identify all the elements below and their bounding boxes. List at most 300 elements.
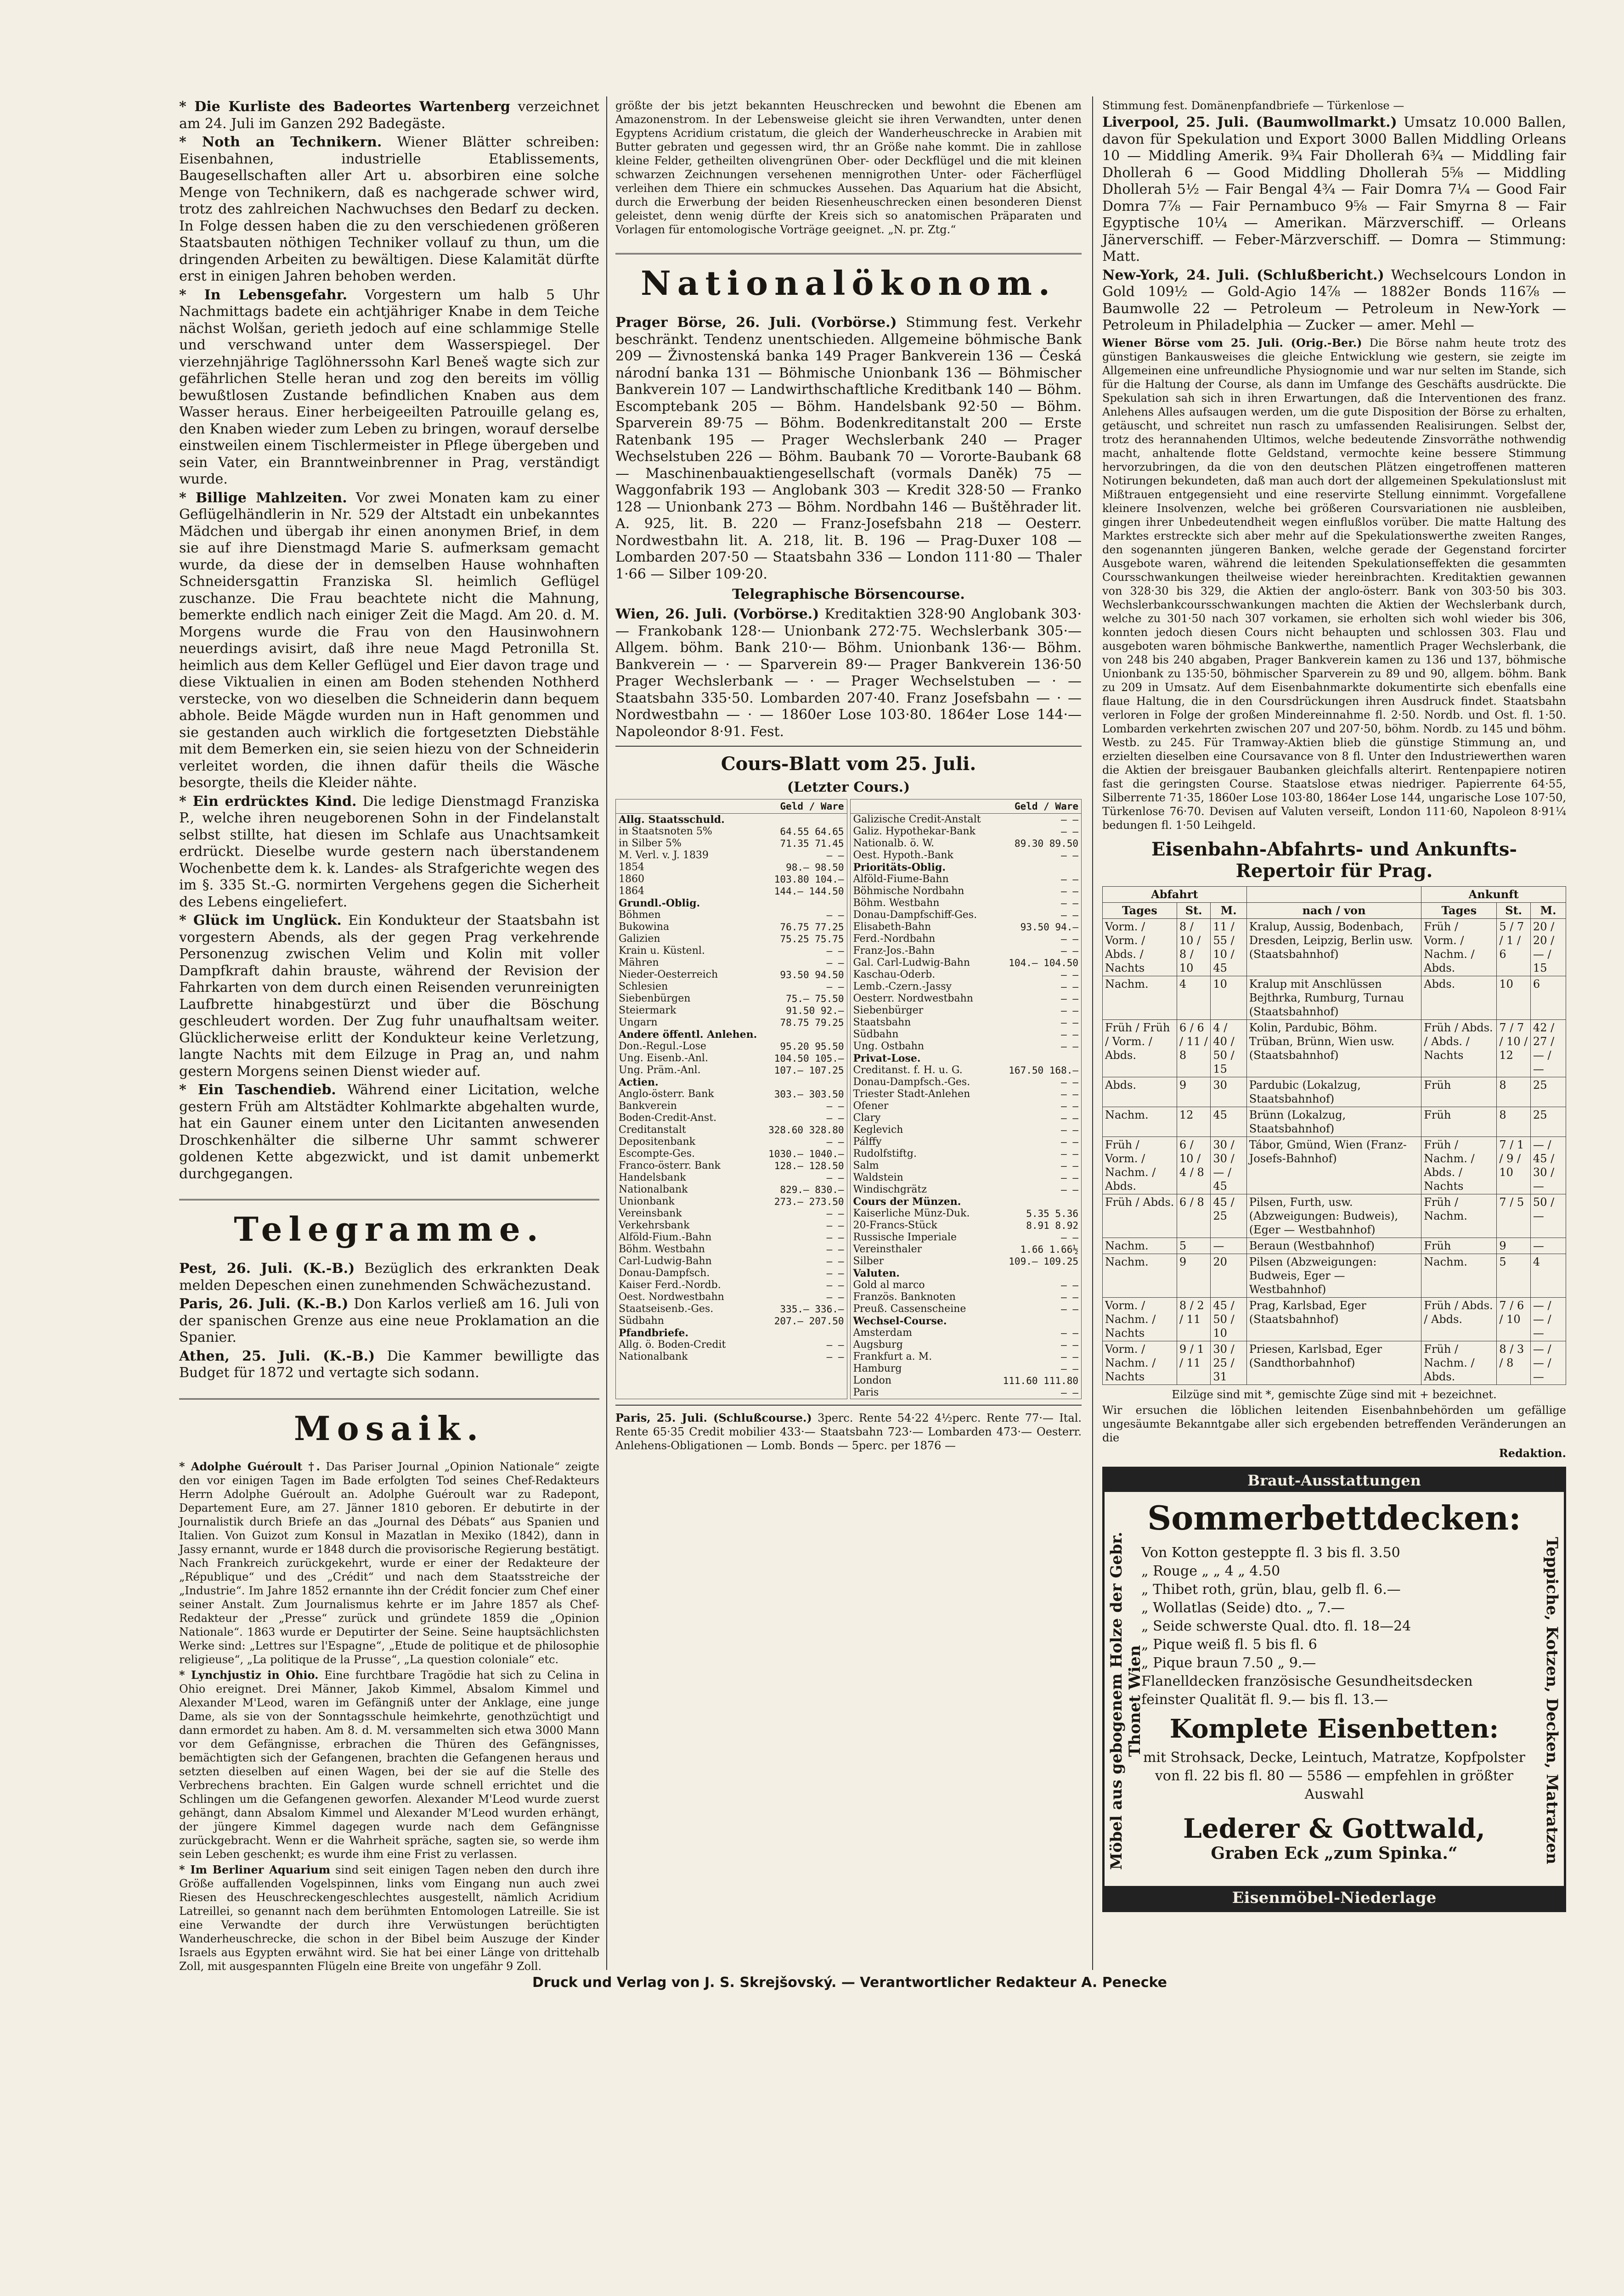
- article-lead: Paris, 26. Juli. (K.-B.): [179, 1296, 349, 1312]
- cours-row: [851, 957, 1082, 969]
- cours-security: 1860: [619, 873, 644, 885]
- cours-row: [851, 1184, 1082, 1196]
- cours-row: [851, 981, 1082, 993]
- timetable-cell-ah: 9 / 1 / 11: [1177, 1341, 1211, 1384]
- timetable-cell-at: Nachm.: [1103, 976, 1177, 1019]
- cours-row: [616, 1184, 847, 1196]
- cours-value: 829.— 830.—: [780, 1184, 844, 1195]
- cours-value: — —: [826, 1351, 844, 1362]
- cours-value: 1.66 1.66½: [1020, 1244, 1078, 1255]
- cours-security: Andere öffentl. Anlehen.: [619, 1029, 757, 1041]
- timetable-cell-kt: Nachm.: [1421, 1254, 1497, 1297]
- cours-security: Grundl.-Oblig.: [619, 897, 700, 909]
- cours-security: Donau-Dampfsch.-Ges.: [853, 1076, 970, 1088]
- cours-row: [851, 1351, 1082, 1363]
- timetable-cell-dest: Beraun (Westbahnhof): [1246, 1238, 1421, 1254]
- timetable-cell-am: 4 / 40 / 50 / 15: [1211, 1019, 1246, 1077]
- cours-row: [851, 1279, 1082, 1291]
- cours-value: — —: [826, 981, 844, 992]
- cours-security: Kaschau-Oderb.: [853, 969, 936, 980]
- article-paragraph: [179, 1863, 599, 1973]
- cours-security: Ferd.-Nordbahn: [853, 933, 936, 945]
- timetable-cell-km: 25: [1530, 1077, 1566, 1107]
- cours-row: [616, 1291, 847, 1303]
- cours-row: [851, 1387, 1082, 1399]
- ad-price-line: „ Pique braun 7.50 „ 9.—: [1141, 1654, 1316, 1671]
- cours-security: Franz-Jos.-Bahn: [853, 945, 935, 957]
- article-lead: * Glück im Unglück.: [179, 912, 342, 929]
- cours-security: Oest. Nordwestbahn: [619, 1291, 724, 1303]
- cours-security: Handelsbank: [619, 1172, 686, 1183]
- cours-row: [851, 909, 1082, 921]
- timetable-cell-kt: Früh: [1421, 1238, 1497, 1254]
- article-lead: * Ein Taschendieb.: [179, 1082, 336, 1098]
- timetable-cell-km: — / — / —: [1530, 1297, 1566, 1341]
- cours-row: [616, 1136, 847, 1148]
- cours-value: — —: [826, 1339, 844, 1351]
- ad-title: Sommerbettdecken:: [1147, 1498, 1521, 1537]
- cours-row: [616, 861, 847, 873]
- article-text: Vorgestern um halb 5 Uhr Nachmittags badete ein achtjähriger Knabe in dem Teiche nächst Wolšan, gerieth jedoch auf eine schlammige Stelle und verschwand unter dem Wasserspiegel. Der vierzehnjährige Taglöhnerssohn Karl Beneš wagte sich zur gefährlichen Stelle heran und zog den bereits im völlig bewußtlosen Zustande befindlichen Knaben aus dem Wasser heraus. Einer herbeigeeilten Patrouille gelang es, den Knaben wieder zum Leben zu bringen, worauf derselbe einstweilen einem Tischlermeister in Pflege übergeben und sein Vater, ein Branntweinbrenner in Prag, verständigt wurde.: [179, 287, 599, 487]
- cours-row: [851, 1124, 1082, 1136]
- timetable-cell-am: 45: [1211, 1107, 1246, 1137]
- timetable-cell-dest: Pardubic (Lokalzug, Staatsbahnhof): [1246, 1077, 1421, 1107]
- article-paragraph: [179, 1261, 599, 1294]
- cours-security: Anglo-österr. Bank: [619, 1088, 714, 1100]
- cours-security: Creditanstalt: [619, 1124, 686, 1136]
- cours-value: — —: [1061, 1041, 1078, 1052]
- col-tages: Tages: [1421, 902, 1497, 918]
- cours-row: [616, 909, 847, 921]
- cours-row: [616, 1088, 847, 1100]
- article-paragraph: [179, 490, 599, 792]
- cours-row: [851, 873, 1082, 885]
- cours-security: Waldstein: [853, 1172, 903, 1183]
- timetable-cell-kt: Früh / Vorm. / Nachm. / Abds.: [1421, 918, 1497, 976]
- cours-row: [616, 1303, 847, 1315]
- column-rule-1: [606, 96, 607, 1970]
- timetable-row: [1103, 918, 1566, 976]
- col-von: von: [1344, 903, 1366, 917]
- timetable-row: [1103, 976, 1566, 1019]
- cours-value: — —: [1061, 1184, 1078, 1195]
- cours-row: [616, 1172, 847, 1184]
- liverpool-text: Umsatz 10.000 Ballen, davon für Spekulation und Export 3000 Ballen Middling Orleans 10 — Middling Amerik. 9¾ Fair Dhollerah 6¾ — Middling fair Dhollerah 6 — Good Middling Dhollerah 5⅝ — Middling Dhollerah 5½ — Fair Bengal 4¾ — Fair Domra 7¼ — Good Fair Domra 7⅞ — Fair Pernambuco 9⅝ — Fair Smyrna 8 — Fair Egyptische 10¼ — Amerikan. Märzverschiff. — Orleans Jänerverschiff. — Feber-Märzverschiff. — Domra — Stimmung: Matt.: [1102, 114, 1566, 264]
- cours-value: — —: [826, 945, 844, 957]
- cours-security: 20-Francs-Stück: [853, 1220, 937, 1231]
- cours-security: in Silber 5%: [619, 838, 682, 849]
- cours-row: [616, 1279, 847, 1291]
- cours-row: [616, 814, 847, 826]
- cours-row: [851, 1196, 1082, 1208]
- cours-row: [851, 1208, 1082, 1220]
- col-ankunft: Ankunft: [1421, 886, 1566, 902]
- cours-value: 75.— 75.50: [786, 993, 844, 1004]
- cours-security: Gal. Carl-Ludwig-Bahn: [853, 957, 970, 968]
- cours-row: [616, 826, 847, 838]
- timetable-cell-km: 42 / 27 / — / —: [1530, 1019, 1566, 1077]
- cours-security: Nationalb. ö. W.: [853, 838, 934, 849]
- cours-value: — —: [1061, 874, 1078, 885]
- ad-eisenbetten: Komplete Eisenbetten:: [1169, 1713, 1499, 1744]
- cours-value: — —: [1061, 886, 1078, 897]
- cours-security: Kaiserliche Münz-Duk.: [853, 1208, 970, 1219]
- cours-row: [851, 1100, 1082, 1112]
- article-lead: Pest, 26. Juli. (K.-B.): [179, 1261, 355, 1277]
- cours-security: Oest. Hypoth.-Bank: [853, 850, 953, 861]
- cours-value: 107.— 107.25: [774, 1065, 844, 1076]
- timetable-cell-am: 10: [1211, 976, 1246, 1019]
- cours-row: [851, 1375, 1082, 1387]
- cours-security: Böhmen: [619, 909, 661, 921]
- cours-value: — —: [1061, 1232, 1078, 1243]
- ad-eisenbetten-text: mit Strohsack, Decke, Leintuch, Matratze, Kopfpolster von fl. 22 bis fl. 80 — 5586 — empfehlen in größter Auswahl: [1143, 1749, 1526, 1802]
- timetable-cell-at: Früh / Früh / Vorm. / Abds.: [1103, 1019, 1177, 1077]
- cours-value: 76.75 77.25: [780, 922, 844, 933]
- cours-value: — —: [826, 1101, 844, 1112]
- cours-security: Ung. Eisenb.-Anl.: [619, 1052, 708, 1064]
- cours-security: Böhm. Westbahn: [853, 897, 940, 909]
- timetable-cell-ah: 8 / 10 / 8 / 10: [1177, 918, 1211, 976]
- cours-value: — —: [1061, 1351, 1078, 1362]
- column-economy: [615, 99, 1082, 1454]
- cours-security: Vereinsbank: [619, 1208, 682, 1219]
- ad-price-line: „ Rouge „ „ 4 „ 4.50: [1141, 1563, 1280, 1579]
- timetable-cell-kh: 8: [1497, 1077, 1531, 1107]
- article-text: Das Pariser Journal „Opinion Nationale“ zeigte den vor einigen Tagen im Bade erfolgten Tod seines Chef-Redakteurs Herrn Adolphe Guéroult an. Adolphe Guéroult war zu Radepont, Departement Eure, am 27. Jänner 1810 geboren. Er debutirte in der Journalistik durch Briefe an das „Journal des Débats“ aus Spanien und Italien. Von Guizot zum Konsul in Mazatlan in Mexiko (1842), dann in Jassy ernannt, wurde er 1848 durch die provisorische Regierung bestätigt. Nach Frankreich zurückgekehrt, wurde er einer der Redakteure der „République“ und des „Crédit“ und nach dem Staatsstreiche der „Industrie“. Im Jahre 1852 ernannte ihn der Crédit foncier zum Chef einer seiner Anstalt. Zum Journalismus kehrte er im Jahre 1857 als Chef-Redakteur der „Presse“ zurück und gründete 1859 die „Opinion Nationale“. 1863 wurde er Deputirter der Seine. Seine hauptsächlichsten Werke sind: „Lettres sur l'Espagne“, „Etude de politique et de philosophie religieuse“, „La politique de la Prusse“, „La question coloniale“ etc.: [179, 1460, 599, 1666]
- cours-row: [851, 1136, 1082, 1148]
- column-local-news: [179, 99, 599, 1975]
- cours-row: [616, 1052, 847, 1064]
- cours-value: — —: [1061, 1160, 1078, 1171]
- cours-security: Ung. Ostbahn: [853, 1041, 924, 1052]
- cours-value: 104.— 104.50: [1009, 957, 1078, 968]
- timetable-cell-am: —: [1211, 1238, 1246, 1254]
- cours-value: — —: [1061, 1029, 1078, 1040]
- timetable-cell-am: 30 / 25 / 31: [1211, 1341, 1246, 1384]
- article-text: verzeichnet am 24. Juli im Ganzen 292 Badegäste.: [179, 99, 599, 132]
- timetable-cell-dest: Kralup mit Anschlüssen Bejthrka, Rumburg, Turnau (Staatsbahnhof): [1246, 976, 1421, 1019]
- cours-row: [851, 1112, 1082, 1124]
- cours-row: [851, 1172, 1082, 1184]
- cours-value: — —: [1061, 910, 1078, 921]
- timetable-cell-ah: 9: [1177, 1254, 1211, 1297]
- timetable-cell-at: Früh / Vorm. / Nachm. / Abds.: [1103, 1137, 1177, 1194]
- cours-security: Donau-Dampfsch.: [619, 1267, 710, 1279]
- cours-value: — —: [1061, 945, 1078, 957]
- cours-security: Mähren: [619, 957, 659, 968]
- timetable-cell-dest: Tábor, Gmünd, Wien (Franz-Josefs-Bahnhof): [1246, 1137, 1421, 1194]
- article-lead: * Im Berliner Aquarium: [179, 1863, 331, 1876]
- cours-value: 64.55 64.65: [780, 826, 844, 837]
- prager-boerse: [615, 315, 1082, 583]
- cours-row: [851, 1076, 1082, 1088]
- cours-value: 111.60 111.80: [1003, 1375, 1078, 1386]
- cours-value: — —: [826, 910, 844, 921]
- cours-value: 109.— 109.25: [1009, 1256, 1078, 1267]
- cours-row: [616, 1112, 847, 1124]
- timetable-cell-kt: Früh / Abds. / Abds. / Nachts: [1421, 1019, 1497, 1077]
- ad-price-line: Flanelldecken französische Gesundheitsdecken feinster Qualität fl. 9.— bis fl. 13.—: [1141, 1673, 1473, 1708]
- timetable-cell-kh: 9: [1497, 1238, 1531, 1254]
- timetable-row: [1103, 1297, 1566, 1341]
- timetable-cell-kt: Früh / Abds. / Abds.: [1421, 1297, 1497, 1341]
- cours-value: — —: [1061, 1280, 1078, 1291]
- timetable-cell-kt: Früh / Nachm. / Abds.: [1421, 1341, 1497, 1384]
- timetable-cell-am: 20: [1211, 1254, 1246, 1297]
- timetable-row: [1103, 1107, 1566, 1137]
- cours-value: 328.60 328.80: [768, 1125, 844, 1136]
- cours-security: Preuß. Cassenscheine: [853, 1303, 966, 1315]
- timetable-cell-dest: Kolin, Pardubic, Böhm. Trüban, Brünn, Wien usw. (Staatsbahnhof): [1246, 1019, 1421, 1077]
- cours-security: 1854: [619, 861, 644, 873]
- cours-blatt-subheading: (Letzter Cours.): [787, 779, 910, 795]
- timetable-row: [1103, 1341, 1566, 1384]
- timetable-row: [1103, 1194, 1566, 1238]
- timetable-cell-km: 50 / —: [1530, 1194, 1566, 1238]
- paris-course-lead: Paris, 25. Juli. (Schlußcourse.): [615, 1411, 812, 1424]
- cours-value: — —: [1061, 1101, 1078, 1112]
- paris-course: [615, 1411, 1082, 1452]
- cours-row: [851, 945, 1082, 957]
- cours-value: — —: [826, 1172, 844, 1183]
- cours-row: [616, 897, 847, 909]
- col-nach: nach: [1302, 903, 1332, 917]
- timetable-cell-kh: 7 / 5: [1497, 1194, 1531, 1238]
- cours-row: [851, 1232, 1082, 1244]
- cours-row: [851, 1363, 1082, 1375]
- cours-security: Boden-Credit-Anst.: [619, 1112, 717, 1124]
- cours-row: [616, 1160, 847, 1172]
- cours-value: 1030.— 1040.—: [768, 1148, 844, 1159]
- cours-row: [616, 1351, 847, 1363]
- cours-security: Cours der Münzen.: [853, 1196, 961, 1208]
- timetable-cell-dest: Pilsen (Abzweigungen: Budweis, Eger — Westbahnhof): [1246, 1254, 1421, 1297]
- timetable-cell-dest: Pilsen, Furth, usw. (Abzweigungen: Budweis), (Eger — Westbahnhof): [1246, 1194, 1421, 1238]
- timetable-cell-kh: 8 / 3 / 8: [1497, 1341, 1531, 1384]
- cours-value: 103.80 104.—: [774, 874, 844, 885]
- cours-value: — —: [826, 850, 844, 861]
- ad-price-line: „ Pique weiß fl. 5 bis fl. 6: [1141, 1636, 1317, 1653]
- cours-row: [851, 933, 1082, 945]
- cours-value: — —: [826, 957, 844, 968]
- cours-value: — —: [1061, 1339, 1078, 1351]
- article-text: Die ledige Dienstmagd Franziska P., welche ihren neugeborenen Sohn in der Findelanstalt selbst stillte, hat diesen im Schlafe aus Unachtsamkeit erdrückt. Dieselbe wurde gestern nach überstandenem Wochenbette dem k. k. Landes- als Strafgerichte wegen des im §. 335 St.-G. normirten Vergehens gegen die Sicherheit des Lebens eingeliefert.: [179, 793, 599, 910]
- cours-value: 89.30 89.50: [1014, 838, 1078, 849]
- timetable-cell-ah: 6 / 10 / 4 / 8: [1177, 1137, 1211, 1194]
- cours-row: [851, 1244, 1082, 1255]
- cours-security: Lemb.-Czern.-Jassy: [853, 981, 952, 992]
- cours-value: 95.20 95.50: [780, 1041, 844, 1052]
- ad-firm-name: Lederer & Gottwald,: [1183, 1812, 1485, 1844]
- cours-row: [851, 921, 1082, 933]
- timetable-cell-ah: 6 / 6 / 11 / 8: [1177, 1019, 1211, 1077]
- cours-row: [616, 1255, 847, 1267]
- cours-value: — —: [1061, 1089, 1078, 1100]
- cours-col-ware: Ware: [820, 801, 844, 812]
- timetable-cell-at: Nachm.: [1103, 1107, 1177, 1137]
- newyork-text: Wechselcours London in Gold 109½ — Gold-Agio 14⅞ — 1882er Bonds 116⅞ — Baumwolle 22 — Petroleum — Petroleum in New-York — Petroleum in Philadelphia — Zucker — amer. Mehl —: [1102, 267, 1566, 333]
- article-text: sind seit einigen Tagen neben den durch ihre Größe auffallenden Vogelspinnen, links vom Eingang nun auch zwei Riesen des Heuschreckengeschlechtes ausgestellt, nämlich Acridium Latreillei, so genannt nach dem berühmten Entomologen Latreille. Sie ist eine Verwandte der durch ihre Verwüstungen berüchtigten Wanderheuschrecke, die schon in der Bibel beim Auszuge der Kinder Israels aus Egypten erwähnt wird. Sie hat bei einer Länge von drittehalb Zoll, mit ausgespannten Flügeln eine Breite von ungefähr 9 Zoll.: [179, 1863, 599, 1973]
- timetable-cell-dest: Kralup, Aussig, Bodenbach, Dresden, Leipzig, Berlin usw. (Staatsbahnhof): [1246, 918, 1421, 976]
- timetable-cell-am: 11 / 55 / 10 / 45: [1211, 918, 1246, 976]
- cours-security: Siebenbürger: [853, 1005, 924, 1016]
- wiener-boerse-lead: Wiener Börse vom 25. Juli. (Orig.-Ber.): [1102, 336, 1362, 349]
- cours-value: — —: [1061, 1148, 1078, 1159]
- timetable-cell-am: 45 / 25: [1211, 1194, 1246, 1238]
- article-lead: * Adolphe Guéroult †.: [179, 1459, 321, 1473]
- local-news-list: [179, 99, 599, 1182]
- divider: [615, 746, 1082, 747]
- cours-security: Amsterdam: [853, 1327, 912, 1339]
- cours-row: [616, 1100, 847, 1112]
- cours-value: — —: [1061, 826, 1078, 837]
- article-lead: * Billige Mahlzeiten.: [179, 490, 347, 506]
- cours-value: 78.75 79.25: [780, 1017, 844, 1028]
- cours-security: Gold al marco: [853, 1279, 925, 1291]
- timetable-cell-kt: Früh / Nachm.: [1421, 1194, 1497, 1238]
- col-tages: Tages: [1103, 902, 1177, 918]
- imprint-footer: Druck und Verlag von J. S. Skrejšovský. — Verantwortlicher Redakteur A. Penecke: [532, 1975, 1167, 1991]
- ad-price-line: Von Kotton gesteppte fl. 3 bis fl. 3.50: [1141, 1544, 1400, 1561]
- divider: [615, 1405, 1082, 1406]
- cours-security: Nationalbank: [619, 1351, 688, 1362]
- cours-row: [616, 957, 847, 969]
- article-text: Ein Kondukteur der Staatsbahn ist vorgestern Abends, als der gegen Prag verkehrende Personenzug zwischen Velim und Kolin mit voller Dampfkraft dahin brauste, während der Revision der Fahrkarten von dem durch einen Reisenden verunreinigten Laufbrette hinabgestürzt und über die Böschung geschleudert worden. Der Zug fuhr unaufhaltsam weiter. Glücklicherweise erlitt der Kondukteur keine Verletzung, langte Nachts mit dem Eilzuge in Prag an, und nahm gestern Morgens seinen Dienst wieder auf.: [179, 912, 599, 1080]
- cours-row: [851, 1220, 1082, 1232]
- timetable-cell-km: 20 / 20 / — / 15: [1530, 918, 1566, 976]
- cours-security: Don.-Regul.-Lose: [619, 1041, 706, 1052]
- cours-security: Böhmische Nordbahn: [853, 885, 964, 897]
- top-note: Stimmung fest. Domänenpfandbriefe — Türkenlose —: [1102, 99, 1404, 112]
- cours-row: [851, 993, 1082, 1005]
- cours-row: [616, 933, 847, 945]
- cours-value: — —: [1061, 981, 1078, 992]
- cours-security: Elisabeth-Bahn: [853, 921, 931, 933]
- cours-value: 98.— 98.50: [786, 862, 844, 873]
- cours-row: [616, 1017, 847, 1029]
- mosaik-list: [179, 1460, 599, 1973]
- paris-course-text: 3perc. Rente 54·22 4½perc. Rente 77·— Ital. Rente 65·35 Credit mobilier 433·— Staatsbahn 723·— Lombarden 473·— Oesterr. Anlehens-Obligationen — Lomb. Bonds — 5perc. per 1876 —: [615, 1412, 1082, 1452]
- cours-security: Südbahn: [853, 1029, 899, 1040]
- timetable-cell-dest: Prag, Karlsbad, Eger (Staatsbahnhof): [1246, 1297, 1421, 1341]
- cours-security: Ung. Präm.-Anl.: [619, 1064, 701, 1076]
- article-text: Bezüglich des erkrankten Deak melden Depeschen einen zunehmenden Schwächezustand.: [179, 1261, 599, 1294]
- cours-row: [616, 945, 847, 957]
- cours-security: Keglevich: [853, 1124, 903, 1136]
- newyork-lead: New-York, 24. Juli. (Schlußbericht.): [1102, 267, 1384, 283]
- cours-security: Russische Imperiale: [853, 1232, 957, 1243]
- cours-value: 93.50 94.50: [780, 969, 844, 980]
- cours-row: [851, 1064, 1082, 1076]
- article-paragraph: [179, 134, 599, 285]
- timetable-cell-at: Nachm.: [1103, 1254, 1177, 1297]
- cours-value: — —: [1061, 850, 1078, 861]
- cours-value: — —: [826, 1268, 844, 1279]
- wiener-boerse-text: Die Börse nahm heute trotz des günstigen Bankausweises die gleiche Entwicklung wie gestern, sie zeigte im Allgemeinen eine unfreundliche Physiognomie und war nur selten im Stande, sich für die Haltung der Course, als dann im Umfange des Geschäfts ausdrückte. Die Spekulation sah sich in ihren Erwartungen, daß die Interventionen des franz. Anlehens Alles aufsaugen werden, um die gute Disposition der Börse zu erhalten, getäuscht, und schreitet nun rasch zu umfassenden Realisirungen. Selbst der, trotz des herannahenden Ultimos, welche bedeutende Zinsvorräthe nothwendig macht, anhaltende flotte Geldstand, vermochte keine bessere Stimmung hervorzubringen, da die von den deutschen Plätzen eingetroffenen matteren Notirungen bekundeten, daß man auch dort der allgemeinen Spekulationslust mit Mißtrauen entgegensieht und eine reservirte Stellung einnimmt. Vorgefallene kleinere Insolvenzen, welche bei größeren Coursvariationen nie ausbleiben, gingen ihrer Unbedeutendheit wegen einflußlos vorüber. Die matte Haltung des Marktes erstreckte sich aber mehr auf die Spekulationswerthe zweiten Ranges, den sogenannten jüngeren Banken, welche gerade der Gegenstand forcirter Ausgebote waren, während die leitenden Spekulationseffekten die gesammten Coursschwankungen theilweise wieder hereinbrachten. Kreditaktien gewannen von 328·30 bis 329, die Aktien der anglo-österr. Bank von 303·50 bis 303. Wechslerbankcoursschwankungen machten die Aktien der Wechslerbank durch, welche zu 301·50 nach 307 vorkamen, sie erholten sich wohl wieder bis 306, konnten jedoch diesen Cours nicht behaupten und schlossen 303. Flau und ausgeboten waren böhmische Bankwerthe, namentlich Prager Wechslerbank, die von 248 bis 240 abgaben, Prager Bankverein kamen zu 136 und 137, böhmische Unionbank zu 135·50, böhmischer Sparverein zu 89 und 90, allgem. böhm. Bank zu 209 in Umsatz. Auf dem Eisenbahnmarkte dokumentirte sich ebenfalls eine flaue Haltung, die in den Coursdrückungen ihren Ausdruck findet. Staatsbahn verloren in Folge der großen Mindereinnahme fl. 2·50. Nordb. und Ost. fl. 1·50. Lombarden verkehrten zwischen 207 und 207·50, böhm. Nordb. zu 145 und böhm. Westb. zu 245. Für Tramway-Aktien blieb die günstige Stimmung an, und erzielten dieselben eine Coursavance von 8 fl. Unter den Industriewerthen waren die Aktien der breisgauer Baubanken gleichfalls alterirt. Rentenpapiere notiren fast die geringsten Course. Staatslose etwas niedriger. Papierrente 64·55, Silberrente 71·35, 1860er Lose 103·80, 1864er Lose 144, ungarische Lose 107·50, Türkenlose 76·70. Devisen auf Valuten verseift, London 111·60, Napoleon 8·91¼ bedungen fl. 1·50 Leihgeld.: [1102, 336, 1566, 832]
- article-paragraph: [179, 1460, 599, 1666]
- cours-security: Bankverein: [619, 1100, 677, 1112]
- cours-row: [851, 814, 1082, 826]
- col-st: St.: [1497, 902, 1531, 918]
- cours-row: [851, 1303, 1082, 1315]
- ad-price-line: „ Seide schwerste Qual. dto. fl. 18—24: [1141, 1618, 1411, 1634]
- cours-security: Galizien: [619, 933, 660, 945]
- cours-security: Wechsel-Course.: [853, 1315, 947, 1327]
- repertoir-heading: Eisenbahn-Abfahrts- und Ankunfts-Repertoir für Prag.: [1151, 838, 1517, 882]
- timetable-cell-kh: 8: [1497, 1107, 1531, 1137]
- timetable-cell-am: 45 / 50 / 10: [1211, 1297, 1246, 1341]
- cours-value: — —: [1061, 969, 1078, 980]
- cours-row: [616, 1315, 847, 1327]
- cours-value: — —: [826, 1292, 844, 1303]
- cours-security: Staatsbahn: [853, 1017, 911, 1028]
- cours-value: — —: [1061, 1387, 1078, 1398]
- cours-row: [851, 1005, 1082, 1017]
- column-rule-2: [1092, 96, 1093, 1970]
- timetable-cell-dest: Brünn (Lokalzug, Staatsbahnhof): [1246, 1107, 1421, 1137]
- timetable-row: [1103, 1254, 1566, 1297]
- cours-value: 128.— 128.50: [774, 1160, 844, 1171]
- article-lead: * Die Kurliste des Badeortes Wartenberg: [179, 99, 510, 115]
- cours-security: Allg. ö. Boden-Credit: [619, 1339, 726, 1351]
- cours-security: Valuten.: [853, 1267, 900, 1279]
- cours-row: [616, 1124, 847, 1136]
- cours-value: — —: [1061, 1017, 1078, 1028]
- mosaik-heading: Mosaik.: [179, 1398, 599, 1448]
- timetable-cell-kt: Früh / Nachm. / Abds. / Nachts: [1421, 1137, 1497, 1194]
- cours-row: [616, 1041, 847, 1052]
- railway-timetable: Abfahrt Ankunft Tages St. M. nach / von Tages St. M. Vorm. / Vorm. / Abds. / Nachts 8 / 10 / 8 / 10 11 / 55 / 10 / 45 Kralup, Aussig, Bodenbach, Dresden, Leipzig, Berlin usw. (Staatsbahnhof) Früh / Vorm. / Nachm. / Abds. 5 / 7 / 1 / 6 20 / 20 / — / 15 Nachm. 4 10 Kralup mit Anschlüssen Bejthrka, Rumburg, Turnau (Staatsbahnhof) Abds. 10 6 Früh / Früh / Vorm. / Abds. 6 / 6 / 11 / 8 4 / 40 / 50 / 15 Kolin, Pardubic, Böhm. Trüban, Brünn, Wien usw. (Staatsbahnhof) Früh / Abds. / Abds. / Nachts 7 / 7 / 10 / 12 42 / 27 / — / — Abds. 9 30 Pardubic (Lokalzug, Staatsbahnhof) Früh 8 25 Nachm. 12 45 Brünn (Lokalzug, Staatsbahnhof) Früh 8 25 Früh / Vorm. / Nachm. / Abds. 6 / 10 / 4 / 8 30 / 30 / — / 45 Tábor, Gmünd, Wien (Franz-Josefs-Bahnhof) Früh / Nachm. / Abds. / Nachts 7 / 1 / 9 / 10 — / 45 / 30 / — Früh / Abds. 6 / 8 45 / 25 Pilsen, Furth, usw. (Abzweigungen: Budweis), (Eger — Westbahnhof) Früh / Nachm. 7 / 5 50 / — Nachm. 5 — Beraun (Westbahnhof) Früh 9 — Nachm. 9 20 Pilsen (Abzweigungen: Budweis, Eger — Westbahnhof) Nachm. 5 4 Vorm. / Nachm. / Nachts 8 / 2 / 11 45 / 50 / 10 Prag, Karlsbad, Eger (Staatsbahnhof) Früh / Abds. / Abds. 7 / 6 / 10 — / — / — Vorm. / Nachm. / Nachts 9 / 1 / 11 30 / 25 / 31 Priesen, Karlsbad, Eger (Sandthorbahnhof) Früh / Nachm. / Abds. 8 / 3 / 8 — / — / —: [1102, 886, 1566, 1385]
- cours-value: 104.50 105.—: [774, 1053, 844, 1064]
- cours-table-right: Geld / Ware Galizische Credit-Anstalt — — Galiz. Hypothekar-Bank — — Nationalb. ö. W. 89.30 89.50 Oest. Hypoth.-Bank — — Prioritäts-Oblig. Alföld-Fiume-Bahn — — Böhmische Nordbahn — — Böhm. Westbahn — — Donau-Dampfschiff-Ges. — — Elisabeth-Bahn 93.50 94.— Ferd.-Nordbahn — — Franz-Jos.-Bahn — — Gal. Carl-Ludwig-Bahn 104.— 104.50 Kaschau-Oderb. — — Lemb.-Czern.-Jassy — — Oesterr. Nordwestbahn — — Siebenbürger — — Staatsbahn — — Südbahn — — Ung. Ostbahn — — Privat-Lose. Creditanst. f. H. u. G. 167.50 168.— Donau-Dampfsch.-Ges. — — Triester Stadt-Anlehen — — Ofener — — Clary — — Keglevich — — Pálffy — — Rudolfstiftg. — — Salm — — Waldstein — — Windischgrätz — — Cours der Münzen. Kaiserliche Münz-Duk. 5.35 5.36 20-Francs-Stück 8.91 8.92 Russische Imperiale — — Vereinsthaler 1.66 1.66½ Silber 109.— 109.25 Valuten. Gold al marco — — Französ. Banknoten — — Preuß. Cassenscheine — — Wechsel-Course. Amsterdam — — Augsburg — — Frankfurt a. M. — — Hamburg — — London 111.60 111.80 Paris — —: [850, 799, 1082, 1399]
- aquarium-continuation: größte der bis jetzt bekannten Heuschrecken und bewohnt die Ebenen am Amazonenstrom. In der Lebensweise gleicht sie ihren Verwandten, unter denen Egyptens Acridium cristatum, die gleich der Wanderheuschrecke in Arabien mit Butter gebraten und gegessen wird, thr an Größe nahe kommt. Die in zahllose kleine Felder, getheilten olivengrünen Ober- oder Deckflügel und die mit kleinen schwarzen Zeichnungen versehenen mennigrothen Unter- oder Fächerflügel verleihen dem Thiere ein schmuckes Aussehen. Das Aquarium hat die Absicht, durch die Erwerbung der beiden Riesenheuschrecken einen besonderen Dienst geleistet, denn wenig dürfte der Kreis sich so anatomischen Präparaten und Vorlagen für entomologische Vorträge geeignet. „N. pr. Ztg.“: [615, 99, 1082, 236]
- cours-value: 167.50 168.—: [1009, 1065, 1078, 1076]
- cours-security: Augsburg: [853, 1339, 903, 1351]
- cours-row: [851, 885, 1082, 897]
- cours-security: Depositenbank: [619, 1136, 696, 1148]
- cours-row: [616, 1208, 847, 1220]
- article-lead: * Lynchjustiz in Ohio.: [179, 1668, 319, 1682]
- timetable-cell-ah: 4: [1177, 976, 1211, 1019]
- timetable-cell-ah: 12: [1177, 1107, 1211, 1137]
- cours-row: [616, 1327, 847, 1339]
- timetable-cell-at: Vorm. / Nachm. / Nachts: [1103, 1341, 1177, 1384]
- timetable-cell-km: — / — / —: [1530, 1341, 1566, 1384]
- column-markets: [1102, 99, 1566, 1912]
- cours-value: — —: [826, 1113, 844, 1124]
- cours-value: 144.— 144.50: [774, 886, 844, 897]
- timetable-cell-ah: 9: [1177, 1077, 1211, 1107]
- cours-security: Privat-Lose.: [853, 1052, 921, 1064]
- cours-row: [851, 1255, 1082, 1267]
- cours-row: [851, 838, 1082, 850]
- cours-value: — —: [1061, 1113, 1078, 1124]
- cours-row: [851, 1339, 1082, 1351]
- cours-security: Böhm. Westbahn: [619, 1244, 705, 1255]
- ad-bottom-banner: Eisenmöbel-Niederlage: [1105, 1886, 1564, 1910]
- cours-security: Siebenbürgen: [619, 993, 691, 1004]
- timetable-cell-dest: Priesen, Karlsbad, Eger (Sandthorbahnhof): [1246, 1341, 1421, 1384]
- cours-security: Actien.: [619, 1076, 659, 1088]
- timetable-row: [1103, 1238, 1566, 1254]
- cours-row: [616, 1148, 847, 1160]
- article-paragraph: [179, 99, 599, 132]
- timetable-cell-at: Früh / Abds.: [1103, 1194, 1177, 1238]
- cours-security: Nationalbank: [619, 1184, 688, 1195]
- cours-value: — —: [1061, 993, 1078, 1004]
- cours-value: — —: [1061, 1077, 1078, 1088]
